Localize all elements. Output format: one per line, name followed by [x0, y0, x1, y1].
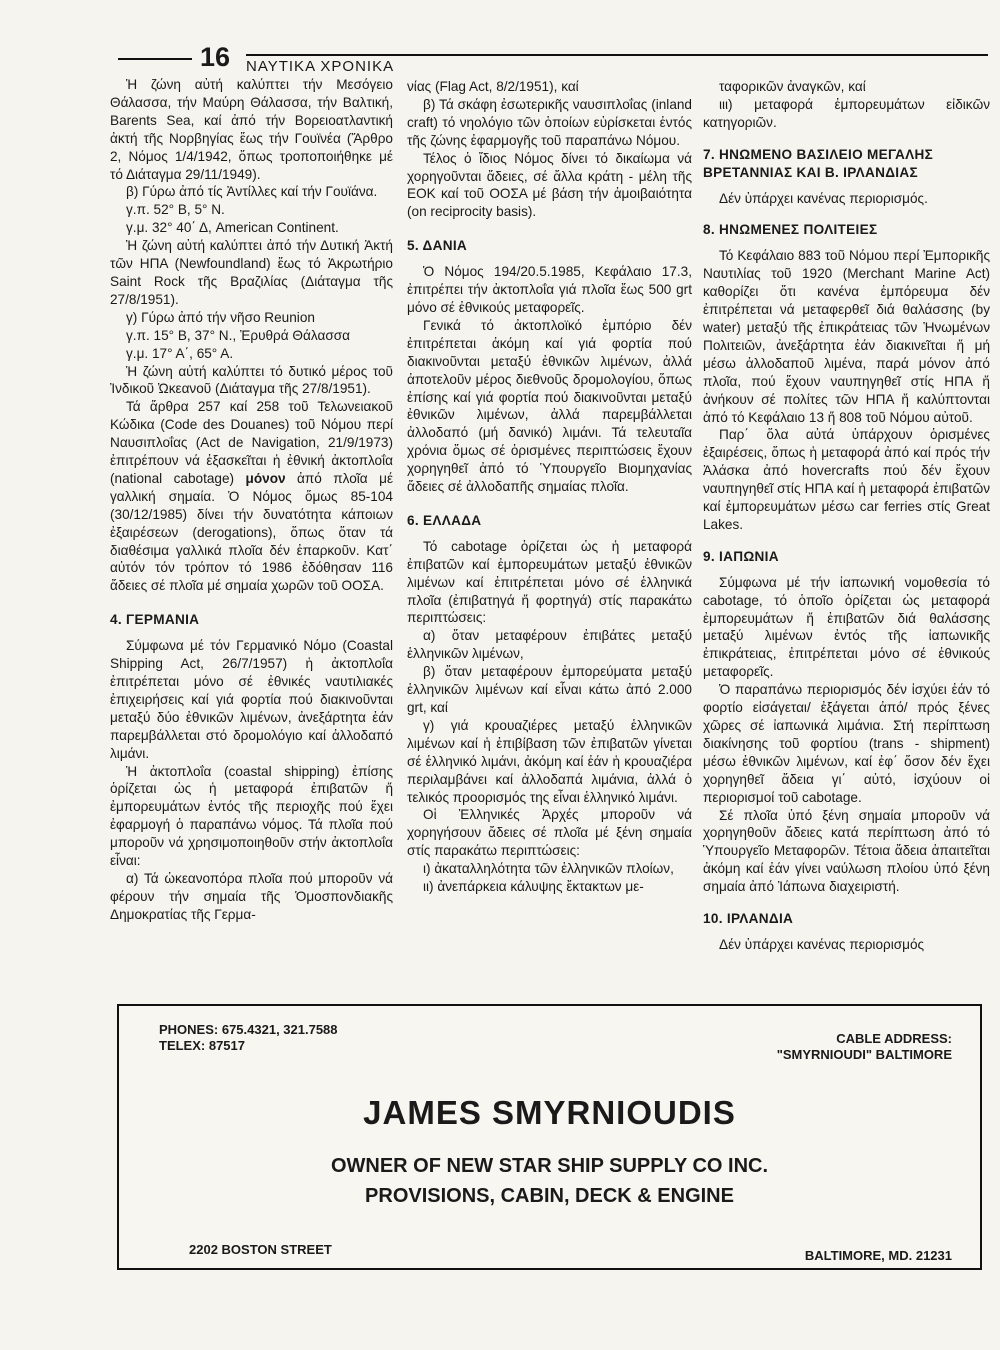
paragraph: Σύμφωνα μέ τήν ἰαπωνική νομοθεσία τό cabotage, τό ὁποῖο ὁρίζεται ὡς μεταφορά ἐμπορευμάτων ἤ ἐπιβατῶν διά θαλάσσης μεταξύ λιμένων ἐντός τῆς ἰαπωνικῆς ἐπικράτειας, ἐπιτρέπεται μόνο σέ ἐθνικούς μεταφορεῖς. — [703, 574, 990, 680]
paragraph: Γενικά τό ἀκτοπλοϊκό ἐμπόριο δέν ἐπιτρέπεται ἀκόμη καί γιά φορτία πού διακινοῦνται μεταξύ ἐθνικῶν λιμένων, ἀλλά ἀποτελοῦν μέρος διεθνοῦς δρομολογίου, ὅπως ἐπίσης καί γιά φορτία πού διακινοῦνται μεταξύ ἐθνικῶν λιμένων, ἀλλά παρεμβάλλεται ἀλλοδαπό (μή δανικό) λιμάνι. Τά τελευταῖα χρόνια ὅμως σέ ὁρισμένες περιπτώσεις ἔχουν χορηγηθεῖ ἀπό τό Ὑπουργεῖο Βιομηχανίας ἄδειες σέ ἀλλοδαπῆς σημαίας πλοῖα. — [407, 317, 692, 495]
magazine-title: ΝΑΥΤΙΚΑ ΧΡΟΝΙΚΑ — [246, 58, 395, 75]
page-number: 16 — [200, 42, 231, 72]
paragraph: Σύμφωνα μέ τόν Γερμανικό Νόμο (Coastal Shipping Act, 26/7/1957) ἡ ἀκτοπλοΐα ἐπιτρέπεται μόνο σέ ἐθνικές ναυτιλιακές ἐπιχειρήσεις καί γιά φορτία πού διακινοῦνται μεταξύ δύο ἐθνικῶν λιμένων, ἀνεξάρτητα ἐάν παρεμβάλλεται στό δρομολόγιο καί ἀλλοδαπό λιμάνι. — [110, 638, 393, 761]
text-run: ἀπό πλοῖα μέ γαλλική σημαία. Ὁ Νόμος ὅμως 85-104 (30/12/1985) δίνει τήν δυνατότητα κάποιων ἐξαιρέσεων (derogations), ὅπως ὅταν τά διαθέσιμα γαλλικά πλοῖα δέν ἐπαρκοῦν. Κατ΄ αὐτόν τόν τρόπον τό 1986 ἐδόθησαν 116 ἄδειες σέ πλοῖα μέ σημαία χωρῶν τοῦ ΟΟΣΑ. — [110, 470, 394, 594]
paragraph: Ἡ ζώνη αὐτή καλύπτει ἀπό τήν Δυτική Ἀκτή τῶν ΗΠΑ (Newfoundland) ἕως τό Ἀκρωτήριο Saint Rock τῆς Βραζιλίας (Διάταγμα τῆς 27/8/1951). — [110, 238, 393, 307]
paragraph: ταφορικῶν ἀναγκῶν, καί — [719, 79, 866, 94]
paragraph: γ.μ. 17° Α΄, 65° Α. — [126, 345, 234, 361]
emphasis-text: μόνον — [245, 470, 286, 486]
paragraph: β) Τά σκάφη ἐσωτερικῆς ναυσιπλοΐας (inland craft) τό νηολόγιο τῶν ὁποίων εὑρίσκεται ἐντός τῆς ζώνης ἐφαρμογῆς τοῦ παραπάνω Νόμου. — [407, 96, 692, 148]
section-heading: 5. ΔΑΝΙΑ — [407, 238, 468, 254]
section-heading: 6. ΕΛΛΑΔΑ — [407, 512, 482, 528]
paragraph: Ἡ ζώνη αὐτή καλύπτει τήν Μεσόγειο Θάλασσα, τήν Μαύρη Θάλασσα, τήν Βαλτική, Barents Sea, καί ἀπό τήν Βορειοατλαντική ἀκτή τῆς Νορβηγίας ἕως τήν Γουϊνέα (Ἄρθρο 2, Νόμος 1/4/1942, ὅπως τροποποιήθηκε μέ τό Διάταγμα 29/11/1949). — [110, 77, 393, 182]
paragraph: β) Γύρω ἀπό τίς Ἀντίλλες καί τήν Γουϊάνα. — [126, 184, 378, 200]
paragraph: β) ὅταν μεταφέρουν ἐμπορεύματα μεταξύ ἑλληνικῶν λιμένων καί εἶναι κάτω ἀπό 2.000 grt, καί — [407, 664, 692, 715]
ad-name: JAMES SMYRNIOUDIS — [363, 1094, 736, 1131]
paragraph: Δέν ὑπάρχει κανένας περιορισμός — [719, 936, 925, 952]
paragraph: Παρ΄ ὅλα αὐτά ὑπάρχουν ὁρισμένες ἐξαιρέσεις, ὅπως ἡ μεταφορά ἀπό καί πρός τήν Ἀλάσκα ἀπό hovercrafts πού δέν ἔχουν ναυπηγηθεῖ στίς ΗΠΑ καί ἡ μεταφορά ἐπιβατῶν καί ἐμπορευμάτων μέσω car ferries στίς Great Lakes. — [703, 427, 990, 532]
ad-cable-label: CABLE ADDRESS: — [836, 1031, 952, 1046]
ad-phones: PHONES: 675.4321, 321.7588 — [159, 1022, 338, 1037]
article-column-3 — [703, 78, 990, 954]
header-rule-right — [246, 54, 988, 56]
paragraph: Δέν ὑπάρχει κανένας περιορισμός. — [719, 190, 928, 206]
ad-cable-value: "SMYRNIOUDI" BALTIMORE — [776, 1047, 952, 1062]
paragraph: γ) Γύρω ἀπό τήν νῆσο Reunion — [126, 309, 315, 325]
paragraph: νίας (Flag Act, 8/2/1951), καί — [407, 79, 579, 94]
section-heading: 4. ΓΕΡΜΑΝΙΑ — [110, 612, 200, 628]
header-rule-left — [118, 58, 192, 60]
paragraph: γ.π. 15° Β, 37° Ν., Ἐρυθρά Θάλασσα — [126, 327, 350, 343]
paragraph: ιι) ἀνεπάρκεια κάλυψης ἔκτακτων με- — [423, 879, 644, 895]
paragraph: Οἱ Ἑλληνικές Ἀρχές μποροῦν νά χορηγήσουν ἄδειες σέ πλοῖα μέ ξένη σημαία στίς παρακάτω περιπτώσεις: — [407, 807, 692, 859]
section-heading: 8. ΗΝΩΜΕΝΕΣ ΠΟΛΙΤΕΙΕΣ — [703, 222, 878, 238]
section-heading: 7. ΗΝΩΜΕΝΟ ΒΑΣΙΛΕΙΟ ΜΕΓΑΛΗΣ ΒΡΕΤΑΝΝΙΑΣ ΚΑΙ Β. ΙΡΛΑΝΔΙΑΣ — [703, 146, 934, 180]
section-heading: 10. ΙΡΛΑΝΔΙΑ — [703, 911, 794, 927]
ad-tagline-1: OWNER OF NEW STAR SHIP SUPPLY CO INC. — [330, 1155, 769, 1177]
ad-contact — [159, 1022, 338, 1054]
ad-cable — [777, 1031, 952, 1063]
paragraph: ι) ἀκαταλληλότητα τῶν ἑλληνικῶν πλοίων, — [423, 861, 674, 877]
ad-street: 2202 BOSTON STREET — [189, 1242, 332, 1257]
section-heading: 9. ΙΑΠΩΝΙΑ — [703, 548, 779, 564]
paragraph: Τό Κεφάλαιο 883 τοῦ Νόμου περί Ἐμπορικῆς Ναυτιλίας τοῦ 1920 (Merchant Marine Act) καθορίζει ὅτι κανένα ἐμπόρευμα δέν ἐπιτρέπεται νά μεταφερθεῖ διά θαλάσσης (by water) μεταξύ τῆς ἐπικράτειας τῶν Ἡνωμένων Πολιτειῶν, ἀνεξάρτητα ἐάν διακινεῖται ἤ μή μέσω ἀλλοδαποῦ λιμένα, παρά μόνον ἀπό πλοῖα, πού ἔχουν ναυπηγηθεῖ στίς ΗΠΑ ἤ ἀνήκουν σέ πολίτες τῶν ΗΠΑ ἤ καλύπτονται ἀπό τό Κεφάλαιο 13 ἤ 808 τοῦ Νόμου αὐτοῦ. — [703, 248, 990, 425]
paragraph: ιιι) μεταφορά ἐμπορευμάτων εἰδικῶν κατηγοριῶν. — [703, 96, 990, 130]
paragraph — [110, 398, 393, 595]
ad-telex: TELEX: 87517 — [159, 1038, 245, 1053]
paragraph: Τό cabotage ὁρίζεται ὡς ἡ μεταφορά ἐπιβατῶν καί ἐμπορευμάτων μεταξύ ἐθνικῶν λιμένων καί ἐπιτρέπεται μόνο σέ ἑλληνικά πλοῖα (ἐπιβατηγά ἤ φορτηγά) στίς παρακάτω περιπτώσεις: — [407, 538, 692, 626]
paragraph: γ) γιά κρουαζιέρες μεταξύ ἑλληνικῶν λιμένων καί ἡ ἐπιβίβαση τῶν ἐπιβατῶν γίνεται σέ ἑλληνικό λιμάνι, ἀκόμη καί ἐάν ἡ κρουαζιέρα περιλαμβάνει καί ἀλλοδαπά λιμάνια, ἀλλά ὁ τελικός προορισμός της εἶναι ἑλληνικό λιμάνι. — [407, 717, 692, 805]
paragraph: Ὁ Νόμος 194/20.5.1985, Κεφάλαιο 17.3, ἐπιτρέπει τήν ἀκτοπλοΐα γιά πλοῖα ἕως 500 grt μόνο σέ ἐθνικούς μεταφορεῖς. — [407, 264, 692, 315]
paragraph: α) Τά ὠκεανοπόρα πλοῖα πού μποροῦν νά φέρουν τήν σημαία τῆς Ὁμοσπονδιακῆς Δημοκρατίας τῆς Γερμα- — [110, 870, 393, 922]
article-column-2 — [407, 78, 692, 896]
ad-city: BALTIMORE, MD. 21231 — [804, 1248, 952, 1263]
ad-tagline-2: PROVISIONS, CABIN, DECK & ENGINE — [365, 1185, 734, 1207]
article-column-1 — [110, 76, 393, 924]
paragraph: γ.μ. 32° 40΄ Δ, American Continent. — [126, 220, 339, 236]
paragraph: α) ὅταν μεταφέρουν ἐπιβάτες μεταξύ ἑλληνικῶν λιμένων, — [407, 628, 692, 662]
paragraph: Ἡ ζώνη αὐτή καλύπτει τό δυτικό μέρος τοῦ Ἰνδικοῦ Ὠκεανοῦ (Διάταγμα τῆς 27/8/1951). — [110, 363, 393, 397]
paragraph: Τέλος ὁ ἴδιος Νόμος δίνει τό δικαίωμα νά χορηγοῦνται ἄδειες, σέ ἄλλα κράτη - μέλη τῆς ΕΟΚ καί τοῦ ΟΟΣΑ μέ βάση τήν ἀμοιβαιότητα (on reciprocity basis). — [407, 150, 692, 220]
paragraph: γ.π. 52° Β, 5° Ν. — [126, 202, 225, 218]
paragraph: Ὁ παραπάνω περιορισμός δέν ἰσχύει ἐάν τό φορτίο εἰσάγεται/ ἐξάγεται ἀπό/ πρός ξένες χῶρες σέ ἰαπωνικά λιμάνια. Στή περίπτωση διακίνησης τοῦ φορτίου (trans - shipment) μέσω ἐθνικῶν λιμένων, καί ἐφ΄ ὅσον δέν ἔχει χορηγηθεῖ ἄδεια γι΄ αὐτό, ἰσχύουν οἱ περιορισμοί τοῦ cabotage. — [703, 682, 990, 805]
text-run: Τά ἄρθρα 257 καί 258 τοῦ Τελωνειακοῦ Κώδικα (Code des Douanes) τοῦ Νόμου περί Ναυσιπλοΐας (Act de Navigation, 21/9/1973) ἐπιτρέπουν νά ἐξασκεῖται ἡ ἐθνική ἀκτοπλοΐα (national cabotage) — [110, 399, 393, 486]
advertisement-box — [117, 1004, 982, 1270]
paragraph: Ἡ ἀκτοπλοΐα (coastal shipping) ἐπίσης ὁρίζεται ὡς ἡ μεταφορά ἐπιβατῶν ἤ ἐμπορευμάτων ἐντός τῆς περιοχῆς πού ἔχει ἐφαρμογή ὁ παραπάνω νόμος. Τά πλοῖα πού μποροῦν νά χρησιμοποιηθοῦν στήν ἀκτοπλοΐα εἶναι: — [110, 763, 393, 869]
paragraph: Σέ πλοῖα ὑπό ξένη σημαία μποροῦν νά χορηγηθοῦν ἄδειες κατά περίπτωση ἀπό τό Ὑπουργεῖο Μεταφορῶν. Τέτοια ἄδεια ἀπαιτεῖται ἀκόμη καί ἐάν γίνει ναύλωση πλοίου ὑπό ξένη σημαία ἀπό Ἰάπωνα διαχειριστή. — [703, 807, 990, 895]
